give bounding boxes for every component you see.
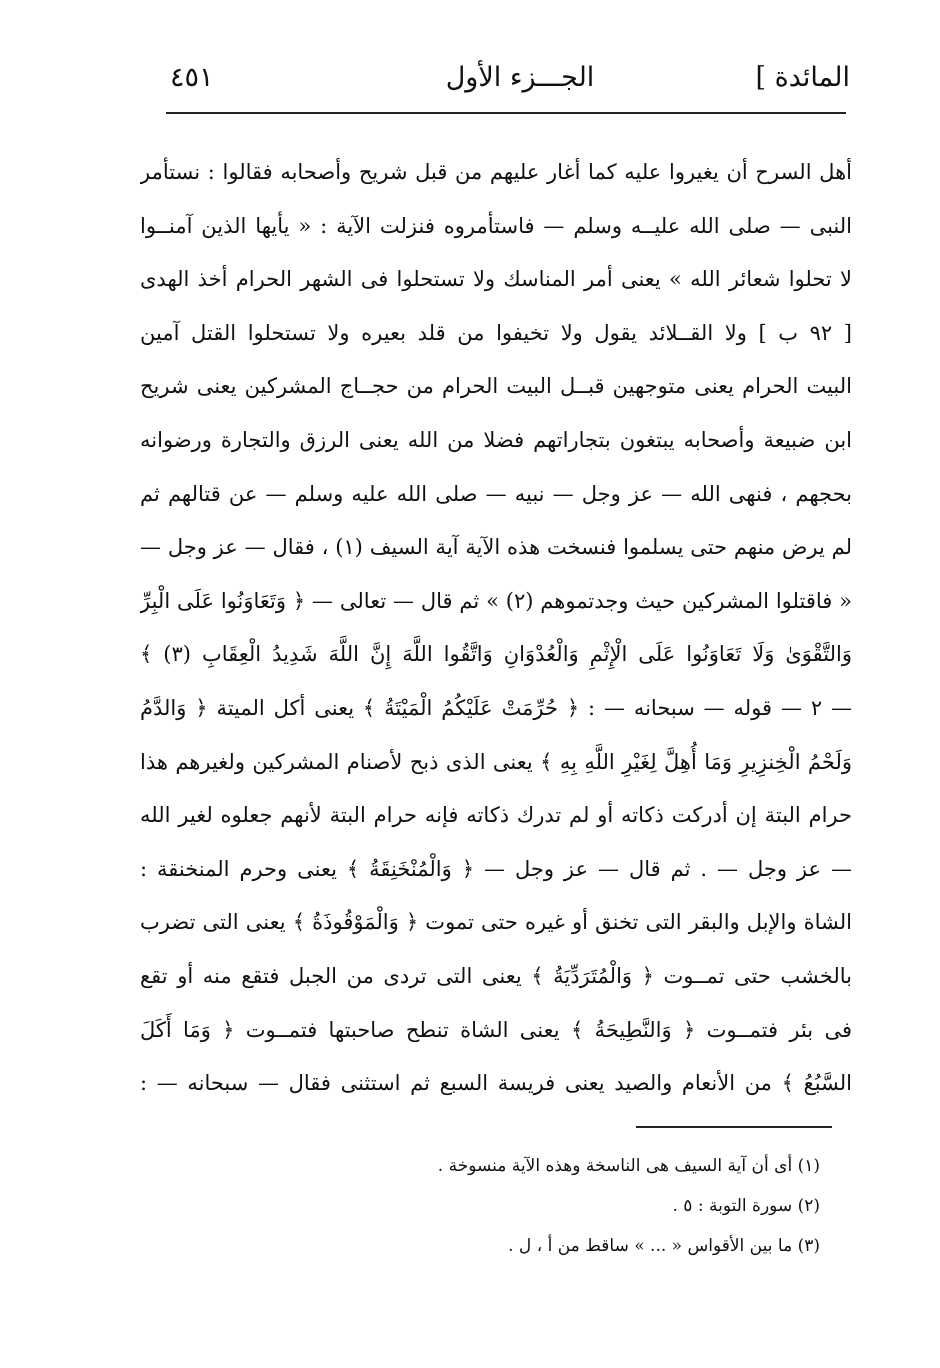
text-line: ابن ضبيعة وأصحابه يبتغون بتجاراتهم فضلا من الله يعنى الرزق والتجارة ورضوانه [140, 427, 852, 452]
surah-title: المائدة ] [755, 62, 850, 93]
text-line: بالخشب حتى تمــوت ﴿ وَالْمُتَرَدِّيَةُ ﴾ يعنى التى تردى من الجبل فتقع منه أو تقع [140, 963, 852, 988]
text-line: لا تحلوا شعائر الله » يعنى أمر المناسك ولا تستحلوا فى الشهر الحرام أخذ الهدى [140, 267, 852, 292]
text-line: — ٢ — قوله — سبحانه — : ﴿ حُرِّمَتْ عَلَيْكُمُ الْمَيْتَةُ ﴾ يعنى أكل الميتة ﴿ وَالدَّمُ [140, 695, 852, 720]
footnote: (٣) ما بين الأقواس « ... » ساقط من أ ، ل . [508, 1236, 820, 1256]
text-line: « فاقتلوا المشركين حيث وجدتموهم (٢) » ثم قال — تعالى — ﴿ وَتَعَاوَنُوا عَلَى الْبِرِّ [140, 588, 852, 613]
main-text [140, 146, 852, 1111]
text-line: — عز وجل — . ثم قال — عز وجل — ﴿ وَالْمُنْخَنِقَةُ ﴾ يعنى وحرم المنخنقة : [140, 856, 852, 881]
part-title: الجـــزء الأول [445, 62, 595, 93]
text-line: السَّبُعُ ﴾ من الأنعام والصيد يعنى فريسة السبع ثم استثنى فقال — سبحانه — : [140, 1071, 852, 1096]
text-line: [ ٩٢ ب ] ولا القــلائد يقول ولا تخيفوا من قلد بعيره ولا تستحلوا القتل آمين [140, 320, 852, 345]
text-line: بحجهم ، فنهى الله — عز وجل — نبيه — صلى الله عليه وسلم — عن قتالهم ثم [140, 481, 852, 506]
page-header [160, 52, 850, 104]
text-line: أهل السرح أن يغيروا عليه كما أغار عليهم من قبل شريح وأصحابه فقالوا : نستأمر [140, 160, 852, 184]
text-line: النبى — صلى الله عليــه وسلم — فاستأمروه فنزلت الآية : « يأيها الذين آمنــوا [140, 213, 852, 238]
footnote-divider [636, 1126, 832, 1128]
header-divider [166, 112, 846, 114]
text-line: الشاة والإبل والبقر التى تخنق أو غيره حتى تموت ﴿ وَالْمَوْقُوذَةُ ﴾ يعنى التى تضرب [140, 910, 852, 935]
text-line: وَالتَّقْوَىٰ وَلَا تَعَاوَنُوا عَلَى الْإِثْمِ وَالْعُدْوَانِ وَاتَّقُوا اللَّهَ إِنَّ اللَّهَ شَدِيدُ الْعِقَابِ (٣) ﴾ [140, 642, 852, 667]
page-number: ٤٥١ [170, 62, 214, 93]
text-line: فى بئر فتمــوت ﴿ وَالنَّطِيحَةُ ﴾ يعنى الشاة تنطح صاحبتها فتمــوت ﴿ وَمَا أَكَلَ [140, 1017, 852, 1042]
text-line: حرام البتة إن أدركت ذكاته أو لم تدرك ذكاته فإنه حرام البتة لأنهم جعلوه لغير الله [140, 803, 852, 828]
text-line: البيت الحرام يعنى متوجهين قبــل البيت الحرام من حجــاج المشركين يعنى شريح [140, 374, 852, 399]
footnote: (٢) سورة التوبة : ٥ . [672, 1196, 820, 1216]
text-line: وَلَحْمُ الْخِنزِيرِ وَمَا أُهِلَّ لِغَيْرِ اللَّهِ بِهِ ﴾ يعنى الذى ذبح لأصنام المشركين ولغيرهم هذا [140, 749, 852, 774]
footnote: (١) أى أن آية السيف هى الناسخة وهذه الآية منسوخة . [437, 1156, 820, 1176]
text-line: لم يرض منهم حتى يسلموا فنسخت هذه الآية آية السيف (١) ، فقال — عز وجل — [140, 535, 852, 560]
footnotes [300, 1146, 820, 1266]
